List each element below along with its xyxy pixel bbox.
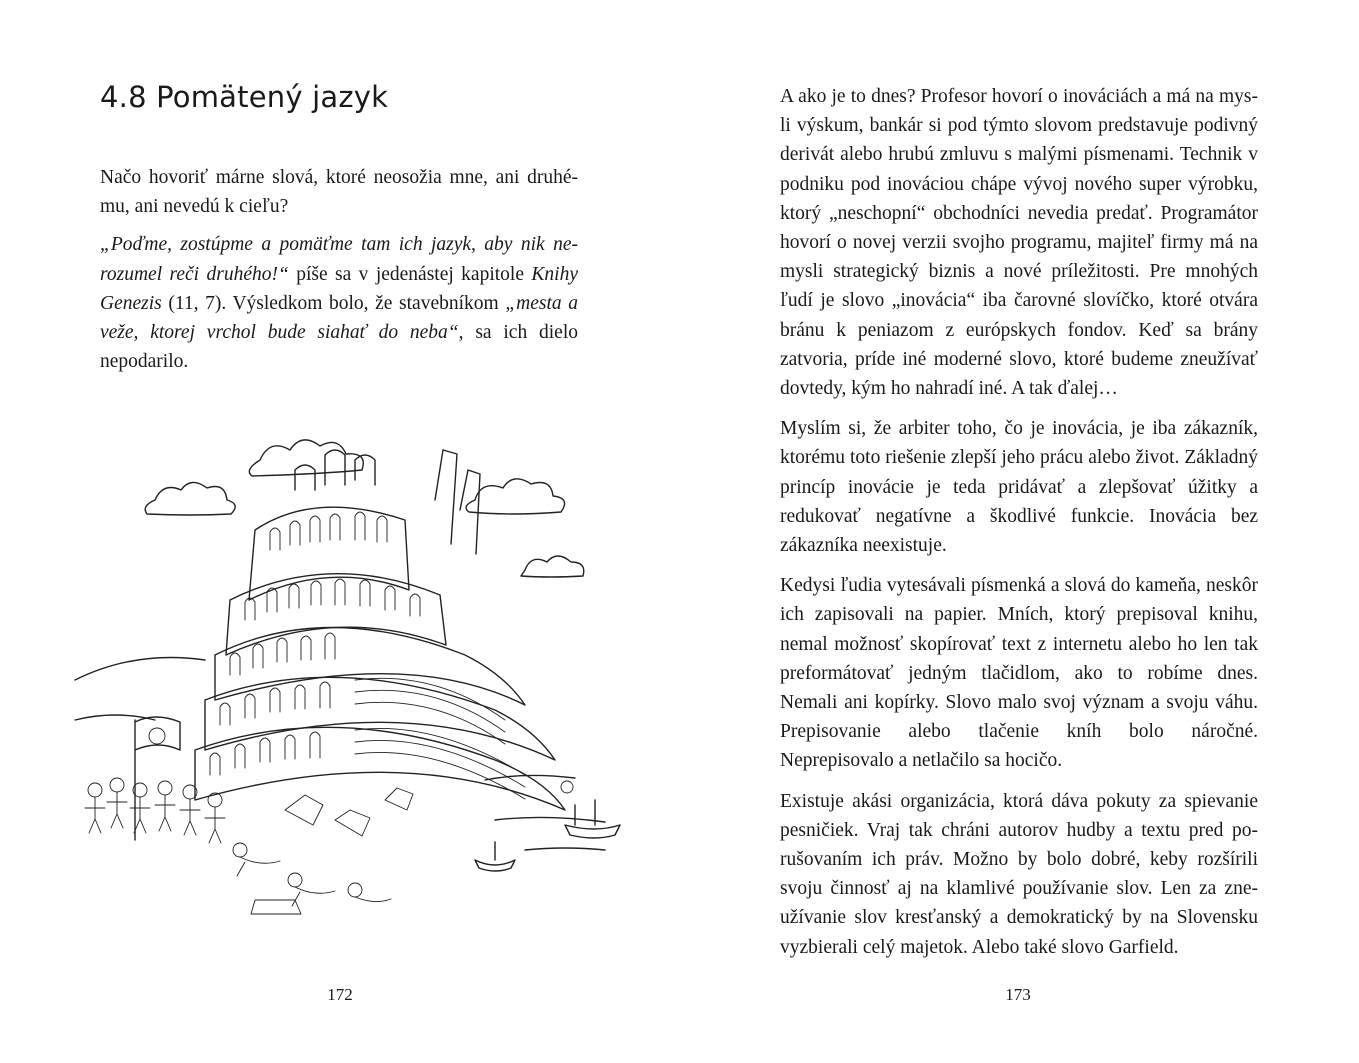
quote-segment: „Poďme, zostúpme a pomäťme tam ich jazyk, aby nik nerozumel reči druhého!“: [100, 234, 578, 285]
right-page-text: [780, 82, 1258, 973]
text-segment: Načo hovoriť márne slová, ktoré neosožia mne, ani druhému, ani nevedú k cieľu?: [100, 167, 578, 218]
text-segment: (11, 7). Výsledkom bolo, že stavebníkom: [161, 292, 506, 314]
page-number: 172: [327, 985, 353, 1004]
paragraph: Myslím si, že arbiter toho, čo je inovácia, je iba zákazník, ktorému toto riešenie zlepší jeho prácu alebo život. Základný princíp inovácie je teda pridávať a zlepšovať úžitky a redukovať negatívne a škodlivé funkcie. Inovácia bez zákazníka neexistuje.: [780, 418, 1258, 557]
paragraph-intro: [100, 163, 578, 221]
paragraph: A ako je to dnes? Profesor hovorí o inováciách a má na mysli výskum, bankár si pod týmto slovom predstavuje podivný derivát alebo hrubú zmluvu s malými písmenami. Technik v podniku pod inováciou chápe vývoj nového super výrobku, ktorý „neschopní“ obchodníci nevedia predať. Programátor hovorí o novej verzii svojho programu, majiteľ firmy má na mysli strategický biznis a nové príležitosti. Pre mnohých ľudí je slovo „inovácia“ iba čarovné slovíčko, ktoré otvára bránu k peniazom z európskych fondov. Keď sa brány zatvoria, príde iné moderné slovo, ktoré budeme zneužívať dovtedy, kým ho nahradí iné. A tak ďalej…: [780, 86, 1258, 400]
paragraph: Existuje akási organizácia, ktorá dáva pokuty za spievanie pesničiek. Vraj tak chráni autorov hudby a textu pred porušovaním ich práv. Možno by bolo dobré, keby rozšírili svoju činnosť aj na klamlivé používanie slov. Len za zneužívanie slov kresťanský a demokratický by na Slovensku vyzbierali celý majetok. Alebo také slovo Garfield.: [780, 790, 1258, 958]
chapter-heading: 4.8 Pomätený jazyk: [100, 80, 389, 114]
paragraph: Kedysi ľudia vytesávali písmenká a slová do kameňa, neskôr ich zapisovali na papier. Mních, ktorý prepisoval knihu, nemal možnosť skopírovať text z internetu alebo ho len tak preformátovať jedným tlačidlom, ako to robíme dnes. Nemali ani kopírky. Slovo malo svoj význam a svoju váhu. Prepisovanie alebo tlačenie kníh bolo náročné. Neprepisovalo a netlačilo sa hocičo.: [780, 575, 1258, 772]
tower-of-babel-drawing-icon: [55, 430, 625, 955]
page-number: 173: [1005, 985, 1031, 1004]
quote-segment: „mesta a veže, ktorej vrchol bude siahať do neba“: [100, 292, 579, 344]
text-segment: , sa ich dielo nepodarilo.: [100, 322, 578, 373]
book-title-segment: Knihy Genezis: [100, 263, 578, 314]
text-segment: píše sa v jedenástej kapitole: [288, 263, 532, 285]
left-page: [0, 0, 679, 1063]
paragraph-quote: [100, 230, 578, 376]
left-page-text: [100, 163, 578, 387]
right-page: [680, 0, 1359, 1063]
